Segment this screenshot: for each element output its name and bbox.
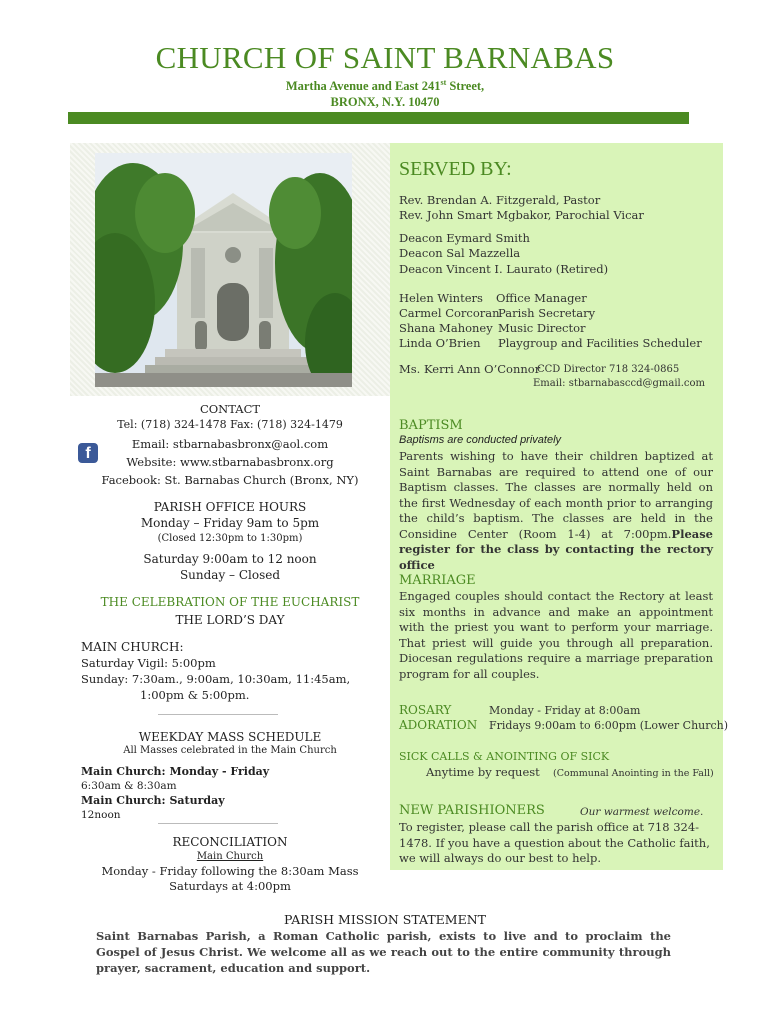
contact-website[interactable]: Website: www.stbarnabasbronx.org xyxy=(126,455,334,469)
new-parishioners-body: To register, please call the parish office at 718 324-1478. If you have a question about the Catholic faith, we will always do our best to help. xyxy=(399,820,710,865)
eucharist-heading: THE CELEBRATION OF THE EUCHARIST xyxy=(100,595,360,609)
weekday-note: All Masses celebrated in the Main Church xyxy=(123,745,337,756)
baptism-sub: Baptisms are conducted privately xyxy=(399,434,562,446)
mission-heading: PARISH MISSION STATEMENT xyxy=(283,912,487,927)
sick-note: (Communal Anointing in the Fall) xyxy=(553,768,714,779)
weekday-line-2: 6:30am & 8:30am xyxy=(81,780,177,792)
staff-name: Shana Mahoney xyxy=(399,321,493,335)
contact-email[interactable]: Email: stbarnabasbronx@aol.com xyxy=(131,437,329,451)
mission-body: Saint Barnabas Parish, a Roman Catholic parish, exists to live and to proclaim the Gospel of Jesus Christ. We welcome all as we reach out to the entire community through prayer, sacrament, education and support. xyxy=(96,929,671,975)
main-church-label: MAIN CHURCH: xyxy=(81,640,184,654)
clergy-1: Rev. Brendan A. Fitzgerald, Pastor xyxy=(399,193,601,207)
facebook-icon[interactable]: f xyxy=(78,443,98,463)
weekday-line-1: Main Church: Monday - Friday xyxy=(81,765,270,778)
staff-role: Office Manager xyxy=(496,291,587,305)
staff-name: Linda O’Brien xyxy=(399,336,481,350)
deacon-1: Deacon Eymard Smith xyxy=(399,231,530,245)
sunday-masses: Sunday: 7:30am., 9:00am, 10:30am, 11:45am, xyxy=(81,672,351,686)
rosary-label: ROSARY xyxy=(399,703,452,717)
baptism-heading: BAPTISM xyxy=(399,418,463,433)
address-line-2: BRONX, N.Y. 10470 xyxy=(330,95,440,109)
staff-name: Carmel Corcoran xyxy=(399,306,500,320)
office-hours-weekday: Monday – Friday 9am to 5pm xyxy=(140,516,320,530)
page-title: CHURCH OF SAINT BARNABAS xyxy=(155,40,615,75)
welcome-text: Our warmest welcome. xyxy=(580,806,704,818)
served-by-heading: SERVED BY: xyxy=(399,158,512,180)
weekday-line-4: 12noon xyxy=(81,809,121,821)
sick-heading: SICK CALLS & ANOINTING OF SICK xyxy=(399,750,610,763)
reconciliation-heading: RECONCILIATION xyxy=(172,835,288,849)
divider xyxy=(158,714,278,715)
divider xyxy=(158,823,278,824)
contact-facebook[interactable]: Facebook: St. Barnabas Church (Bronx, NY) xyxy=(101,473,359,487)
lords-day-heading: THE LORD’S DAY xyxy=(175,613,285,627)
header-rule xyxy=(68,112,689,124)
office-hours-heading: PARISH OFFICE HOURS xyxy=(153,500,307,514)
new-parishioners-heading: NEW PARISHIONERS xyxy=(399,803,545,818)
deacon-2: Deacon Sal Mazzella xyxy=(399,246,521,260)
ccd-email[interactable]: Email: stbarnabasccd@gmail.com xyxy=(533,378,706,389)
contact-heading: CONTACT xyxy=(199,402,261,416)
deacon-3: Deacon Vincent I. Laurato (Retired) xyxy=(399,262,609,276)
reconciliation-line-2: Saturdays at 4:00pm xyxy=(169,879,291,893)
adoration-label: ADORATION xyxy=(399,718,478,732)
reconciliation-line-1: Monday - Friday following the 8:30am Mass xyxy=(101,864,359,878)
clergy-2: Rev. John Smart Mgbakor, Parochial Vicar xyxy=(399,208,644,222)
saturday-vigil: Saturday Vigil: 5:00pm xyxy=(81,656,216,670)
sick-line: Anytime by request xyxy=(426,765,540,779)
weekday-line-3: Main Church: Saturday xyxy=(81,794,225,807)
marriage-body: Engaged couples should contact the Rectory at least six months in advance and make an appointment with the priest you want to perform your marriage. That priest will guide you through all preparation. Diocesan regulations require a marriage preparation program for all couples. xyxy=(399,589,713,681)
contact-tel-fax: Tel: (718) 324-1478 Fax: (718) 324-1479 xyxy=(117,418,343,431)
sunday-masses-cont: 1:00pm & 5:00pm. xyxy=(140,688,250,702)
ccd-role: CCD Director 718 324-0865 xyxy=(537,364,680,375)
adoration-value: Fridays 9:00am to 6:00pm (Lower Church) xyxy=(489,719,729,732)
staff-name: Helen Winters xyxy=(399,291,483,305)
church-photo xyxy=(95,153,352,387)
baptism-body: Parents wishing to have their children baptized at Saint Barnabas are required to attend one of our Baptism classes. The classes are normally held on the first Wednesday of each month prior to arranging the child’s baptism. The classes are held in the Considine Center (Room 1-4) at 7:00pm.Please register for the class by contacting the rectory office xyxy=(399,449,713,572)
office-hours-closed: (Closed 12:30pm to 1:30pm) xyxy=(157,533,303,544)
staff-role: Parish Secretary xyxy=(498,306,596,320)
staff-role: Playgroup and Facilities Scheduler xyxy=(498,336,702,350)
ccd-name: Ms. Kerri Ann O’Connor xyxy=(399,362,541,376)
office-hours-saturday: Saturday 9:00am to 12 noon xyxy=(143,552,317,566)
office-hours-sunday: Sunday – Closed xyxy=(179,568,281,582)
weekday-heading: WEEKDAY MASS SCHEDULE xyxy=(138,730,322,744)
rosary-value: Monday - Friday at 8:00am xyxy=(489,704,641,717)
marriage-heading: MARRIAGE xyxy=(399,573,476,588)
address-line-1: Martha Avenue and East 241st Street, xyxy=(285,78,485,94)
staff-role: Music Director xyxy=(498,321,586,335)
reconciliation-location: Main Church xyxy=(196,851,264,862)
